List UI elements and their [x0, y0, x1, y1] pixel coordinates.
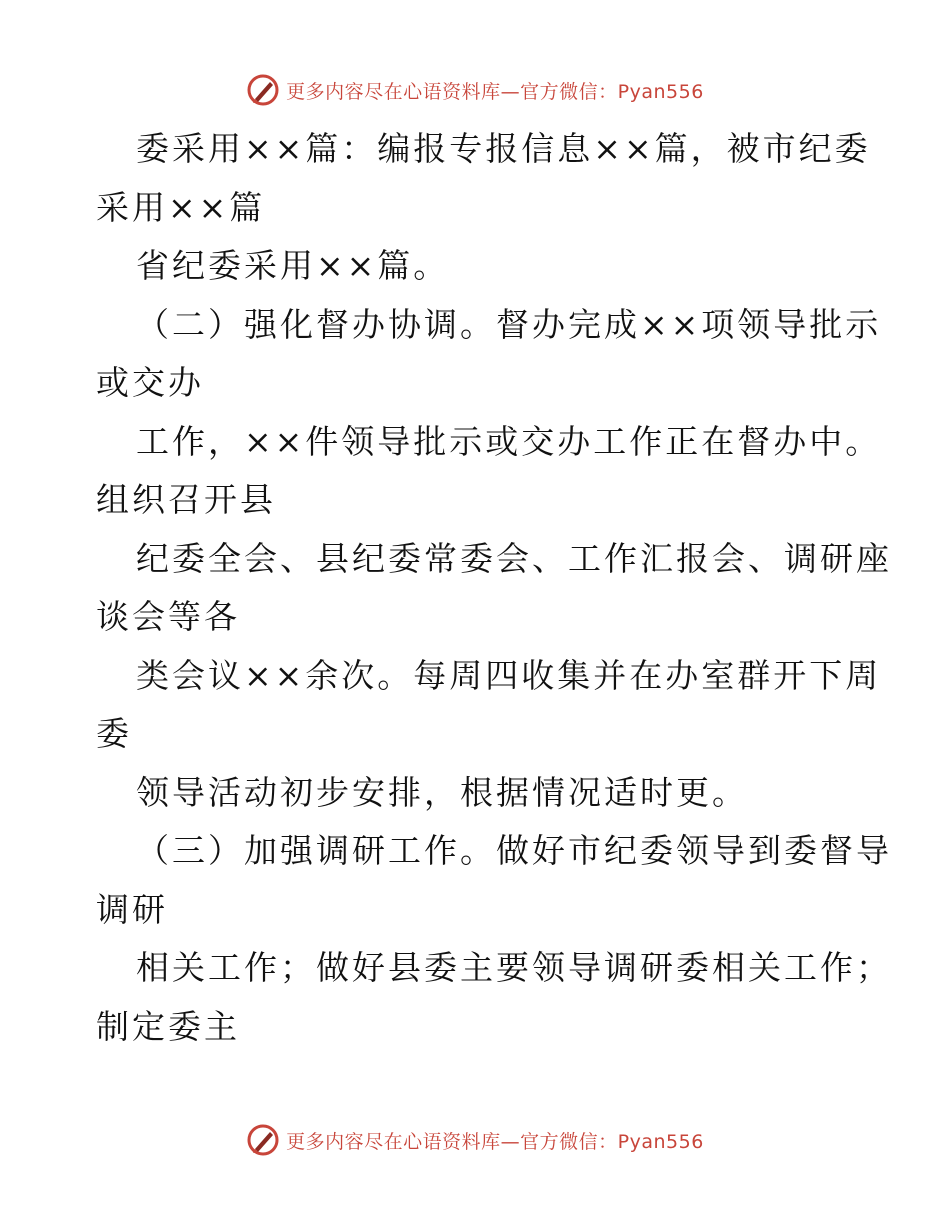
pen-logo-icon — [246, 1123, 280, 1157]
body-line: 采用××篇 — [96, 187, 266, 227]
body-line: 或交办 — [96, 363, 204, 402]
body-line: 调研 — [96, 889, 168, 929]
body-line: 工作，××件领导批示或交办工作正在督办中。 — [136, 421, 882, 461]
body-line: 领导活动初步安排，根据情况适时更。 — [136, 772, 748, 812]
body-line: 省纪委采用××篇。 — [136, 246, 450, 285]
body-line: 委 — [96, 714, 132, 753]
body-line: 谈会等各 — [96, 597, 240, 636]
body-line: （三）加强调研工作。做好市纪委领导到委督导 — [136, 831, 892, 870]
body-line: 委采用××篇：编报专报信息××篇，被市纪委 — [136, 129, 871, 168]
header-watermark-text: 更多内容尽在心语资料库—官方微信：Pyan556 — [286, 80, 704, 103]
body-line: 组织召开县 — [96, 480, 276, 519]
body-line: 制定委主 — [96, 1006, 240, 1046]
pen-logo-icon — [246, 73, 280, 107]
footer-watermark-text: 更多内容尽在心语资料库—官方微信：Pyan556 — [286, 1130, 704, 1153]
body-line: 类会议××余次。每周四收集并在办室群开下周 — [136, 655, 882, 695]
body-line: 纪委全会、县纪委常委会、工作汇报会、调研座 — [136, 538, 892, 578]
document-body — [96, 120, 892, 1056]
footer-watermark-banner — [0, 1120, 950, 1160]
header-watermark-banner — [0, 70, 950, 110]
body-line: 相关工作；做好县委主要领导调研委相关工作； — [136, 948, 892, 987]
body-line: （二）强化督办协调。督办完成××项领导批示 — [136, 304, 882, 344]
